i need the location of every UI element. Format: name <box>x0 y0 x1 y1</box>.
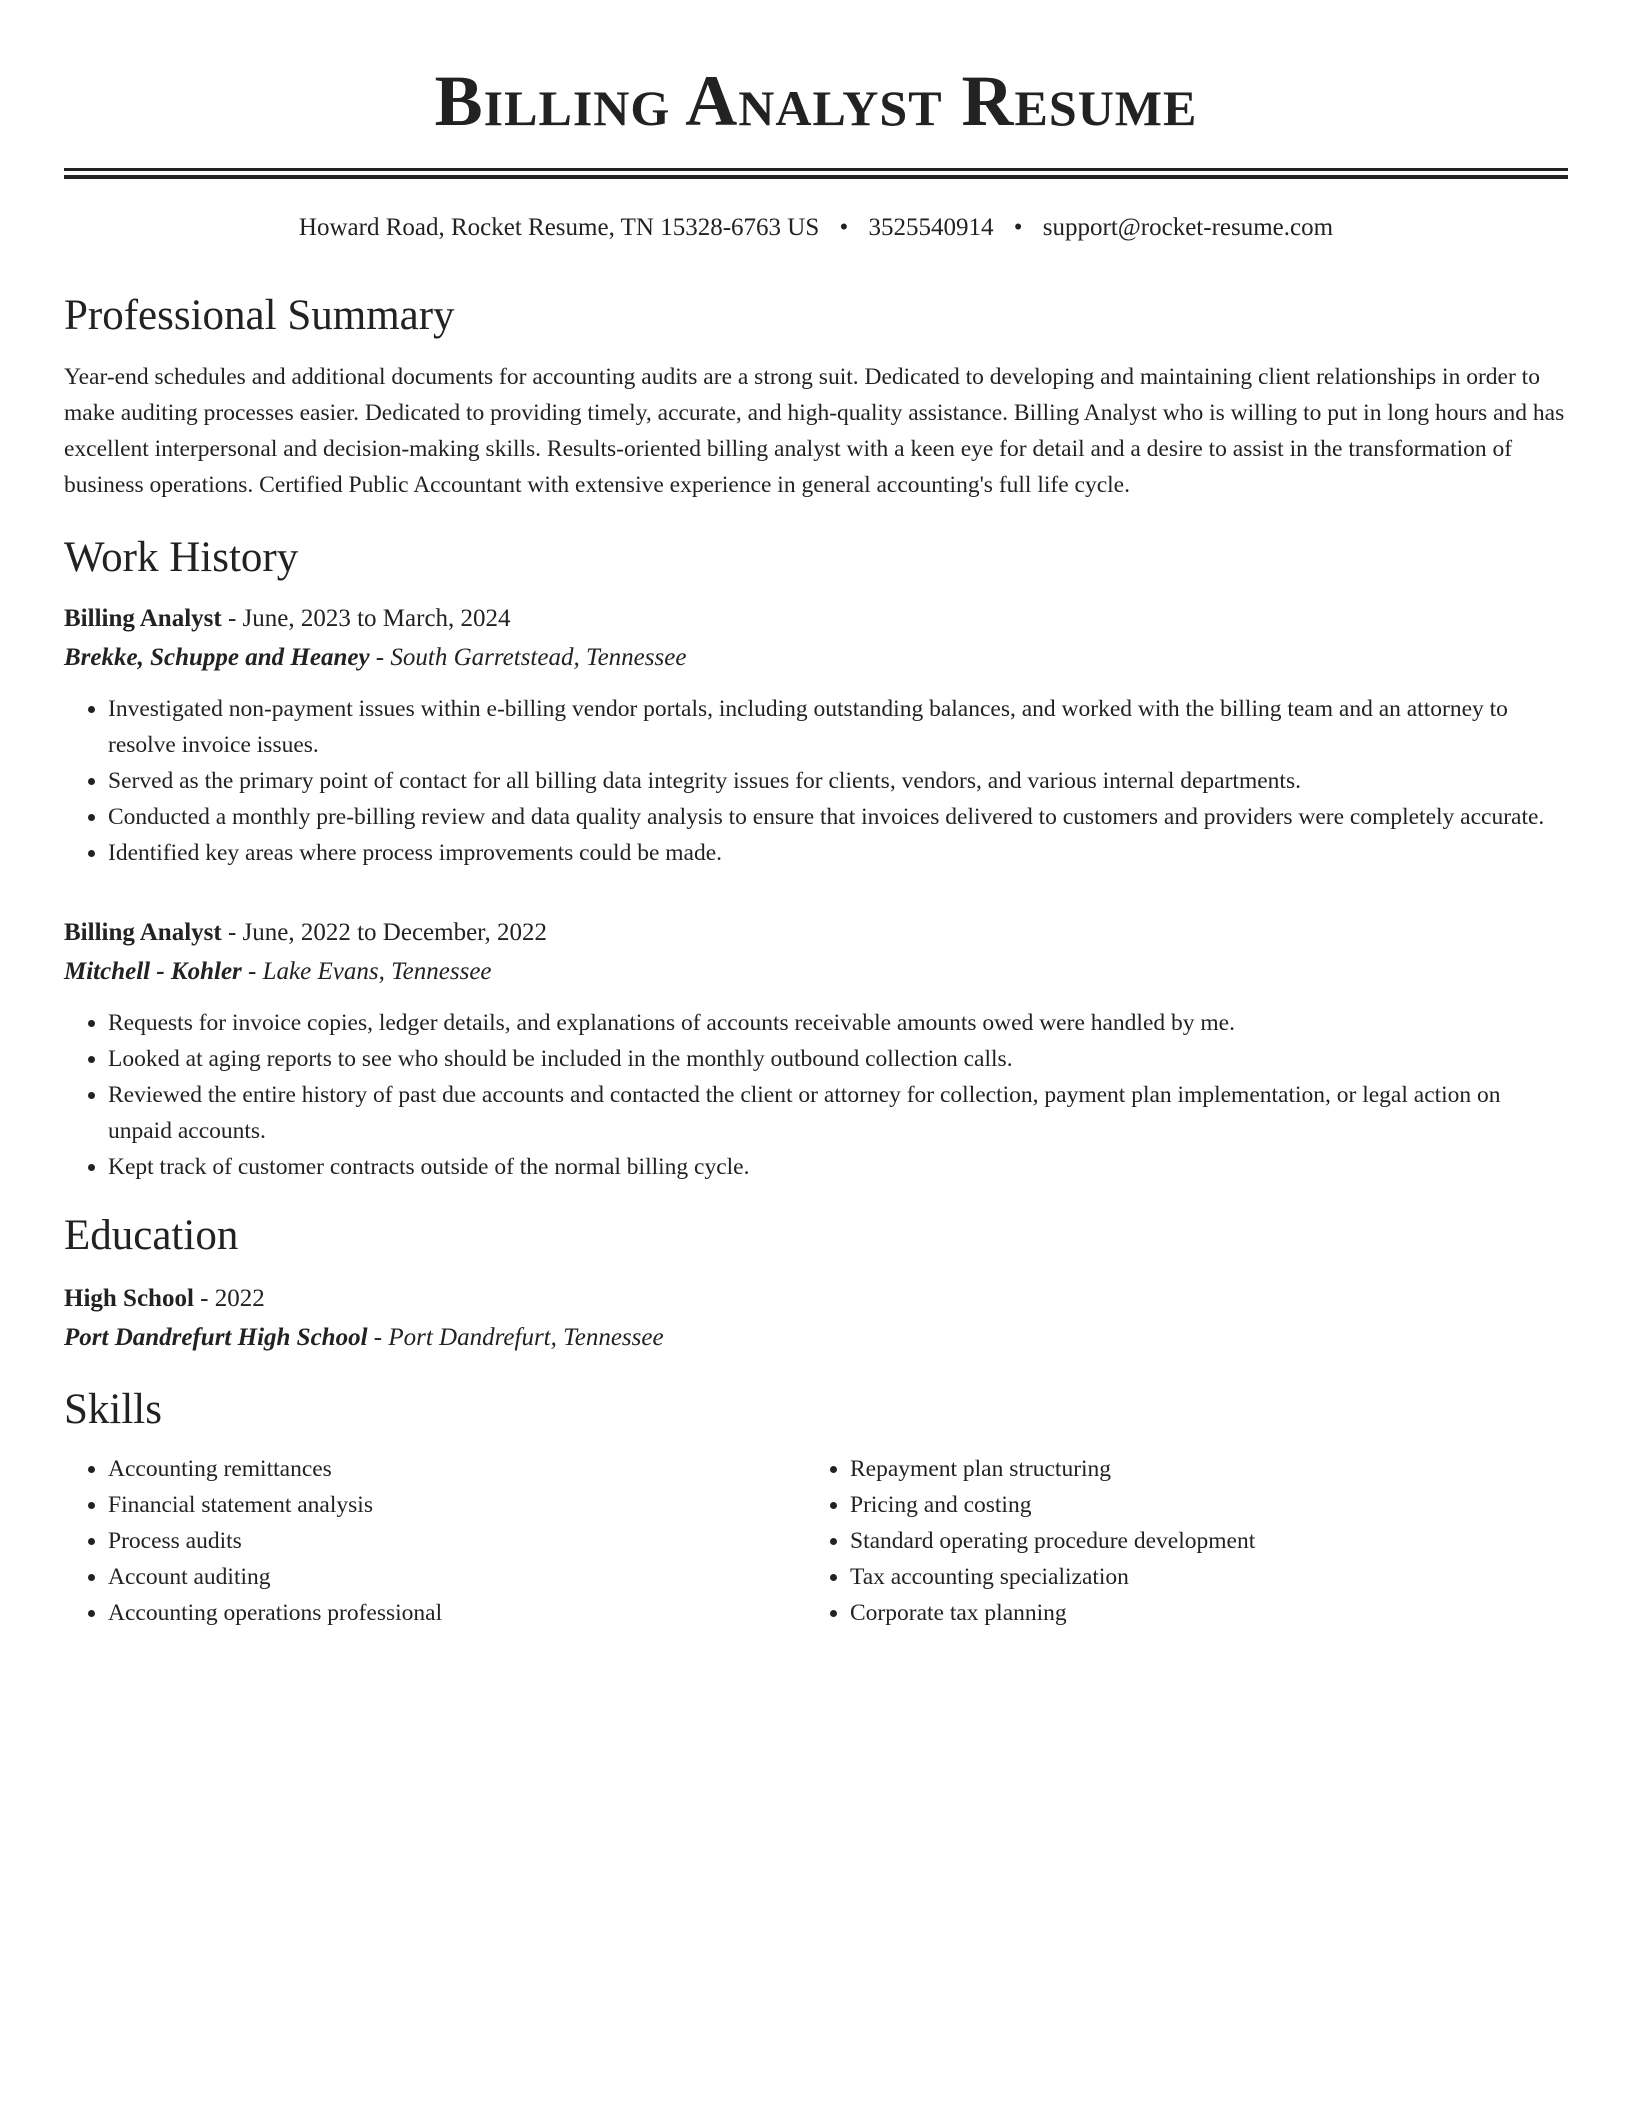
job-dates: - June, 2022 to December, 2022 <box>221 919 548 946</box>
skills-column-right <box>806 1451 1568 1631</box>
education-degree-line <box>64 1279 1568 1318</box>
job-title-line <box>64 599 1568 638</box>
page-title: Billing Analyst Resume <box>434 61 1198 141</box>
education-entry <box>64 1279 1568 1357</box>
summary-heading: Professional Summary <box>64 292 455 339</box>
skill-item: • Repayment plan structuring <box>850 1451 1568 1487</box>
job-location: - South Garretstead, Tennessee <box>369 644 687 671</box>
list-item: • Served as the primary point of contact for all billing data integrity issues for clients, vendors, and various internal departments. <box>108 763 1568 799</box>
list-item: • Requests for invoice copies, ledger details, and explanations of accounts receivable amounts owed were handled by me. <box>108 1005 1568 1041</box>
job-company: Brekke, Schuppe and Heaney <box>64 644 370 671</box>
job-entry <box>64 913 1568 1185</box>
education-school: Port Dandrefurt High School <box>64 1324 368 1351</box>
skill-item: • Account auditing <box>108 1559 806 1595</box>
job-bullets <box>64 1005 1568 1185</box>
job-company-line <box>64 952 1568 991</box>
contact-email: support@rocket-resume.com <box>1042 214 1334 241</box>
education-section <box>64 1209 1568 1357</box>
job-location: - Lake Evans, Tennessee <box>241 958 492 985</box>
skill-item: • Accounting operations professional <box>108 1595 806 1631</box>
contact-address: Howard Road, Rocket Resume, TN 15328-6763 US <box>298 214 820 241</box>
job-bullets <box>64 691 1568 871</box>
education-year: - 2022 <box>193 1285 265 1312</box>
job-title: Billing Analyst <box>64 919 222 946</box>
job-company-line <box>64 638 1568 677</box>
list-item: • Conducted a monthly pre-billing review and data quality analysis to ensure that invoices delivered to customers and providers were completely accurate. <box>108 799 1568 835</box>
job-company: Mitchell - Kohler <box>64 958 242 985</box>
skill-item: • Financial statement analysis <box>108 1487 806 1523</box>
skills-heading: Skills <box>64 1386 162 1433</box>
skill-item: • Process audits <box>108 1523 806 1559</box>
summary-text: Year-end schedules and additional documents for accounting audits are a strong suit. Dedicated to developing and maintaining client relationships in order to make auditing processes easier. Dedicated to providing timely, accurate, and high-quality assistance. Billing Analyst who is willing to put in long hours and has excellent interpersonal and decision-making skills. Results-oriented billing analyst with a keen eye for detail and a desire to assist in the transformation of business operations. Certified Public Accountant with extensive experience in general accounting's full life cycle. <box>64 364 1565 498</box>
work-history-section <box>64 531 1568 1185</box>
list-item: • Kept track of customer contracts outside of the normal billing cycle. <box>108 1149 1568 1185</box>
list-item: • Reviewed the entire history of past due accounts and contacted the client or attorney for collection, payment plan implementation, or legal action on unpaid accounts. <box>108 1077 1568 1149</box>
skill-item: • Pricing and costing <box>850 1487 1568 1523</box>
skill-item: • Accounting remittances <box>108 1451 806 1487</box>
education-degree: High School <box>64 1285 194 1312</box>
job-entry <box>64 599 1568 871</box>
list-item: • Looked at aging reports to see who should be included in the monthly outbound collection calls. <box>108 1041 1568 1077</box>
skills-section <box>64 1383 1568 1631</box>
education-location: - Port Dandrefurt, Tennessee <box>367 1324 664 1351</box>
education-school-line <box>64 1318 1568 1357</box>
job-title: Billing Analyst <box>64 605 222 632</box>
contact-phone: 3525540914 <box>868 214 994 241</box>
skills-column-left <box>64 1451 806 1631</box>
contact-separator: • <box>1013 214 1023 241</box>
contact-line <box>64 211 1568 245</box>
education-heading: Education <box>64 1212 239 1259</box>
contact-separator: • <box>839 214 849 241</box>
list-item: • Identified key areas where process improvements could be made. <box>108 835 1568 871</box>
work-history-heading: Work History <box>64 534 299 581</box>
skills-grid <box>64 1451 1568 1631</box>
skill-item: • Standard operating procedure development <box>850 1523 1568 1559</box>
title-divider <box>64 168 1568 179</box>
job-dates: - June, 2023 to March, 2024 <box>221 605 511 632</box>
job-title-line <box>64 913 1568 952</box>
summary-section <box>64 289 1568 503</box>
skill-item: • Tax accounting specialization <box>850 1559 1568 1595</box>
skill-item: • Corporate tax planning <box>850 1595 1568 1631</box>
list-item: • Investigated non-payment issues within e-billing vendor portals, including outstanding balances, and worked with the billing team and an attorney to resolve invoice issues. <box>108 691 1568 763</box>
